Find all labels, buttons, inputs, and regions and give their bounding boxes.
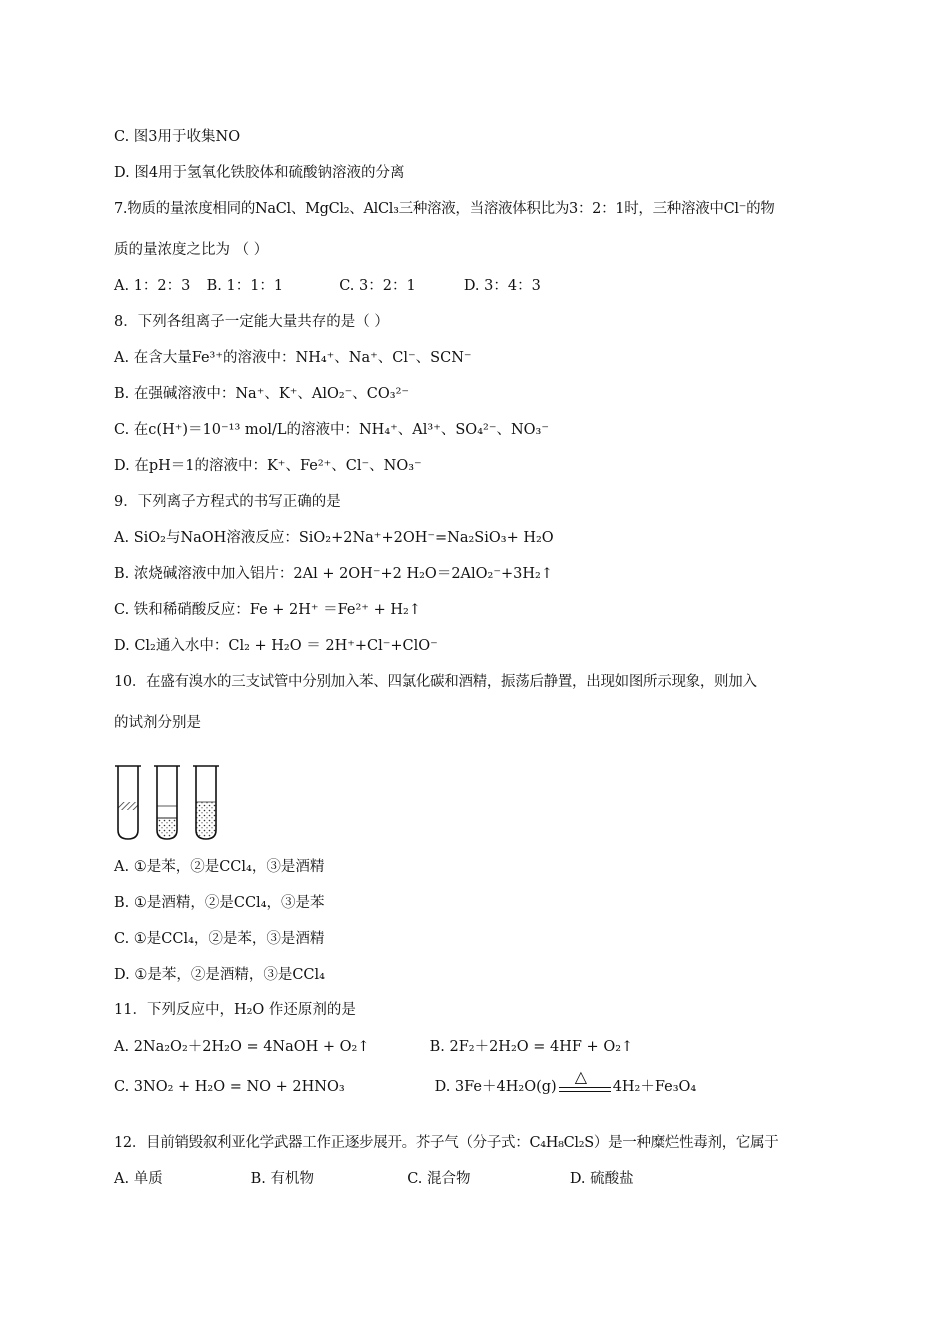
- q10-stem-line2: 的试剂分别是: [114, 715, 201, 731]
- q12-option-a: A. 单质: [114, 1171, 163, 1187]
- q7-stem-line2: 质的量浓度之比为 （ ）: [114, 242, 269, 258]
- q9-option-c: C. 铁和稀硝酸反应：Fe + 2H⁺ ＝Fe²⁺ + H₂↑: [114, 602, 421, 618]
- q12-stem: 12．目前销毁叙利亚化学武器工作正逐步展开。芥子气（分子式：C₄H₈Cl₂S）是一种糜烂性毒剂，它属于: [114, 1135, 779, 1151]
- q10-option-d: D. ①是苯，②是酒精，③是CCl₄: [114, 967, 325, 983]
- q10-option-c: C. ①是CCl₄，②是苯，③是酒精: [114, 931, 325, 947]
- q8-option-d: D. 在pH＝1的溶液中：K⁺、Fe²⁺、Cl⁻、NO₃⁻: [114, 458, 422, 474]
- q7-stem-line1: 7.物质的量浓度相同的NaCl、MgCl₂、AlCl₃三种溶液，当溶液体积比为3：2：1时，三种溶液中Cl⁻的物: [114, 201, 775, 217]
- q9-option-b: B. 浓烧碱溶液中加入铝片：2Al + 2OH⁻+2 H₂O＝2AlO₂⁻+3H₂↑: [114, 566, 553, 582]
- q11-option-a: A. 2Na₂O₂＋2H₂O = 4NaOH + O₂↑: [114, 1039, 370, 1055]
- q12-option-d: D. 硫酸盐: [569, 1171, 634, 1187]
- q11-option-d-products: 4H₂＋Fe₃O₄: [612, 1079, 697, 1095]
- q9-option-a: A. SiO₂与NaOH溶液反应：SiO₂+2Na⁺+2OH⁻=Na₂SiO₃+ H₂O: [114, 530, 554, 546]
- q8-option-b: B. 在强碱溶液中：Na⁺、K⁺、AlO₂⁻、CO₃²⁻: [114, 386, 410, 402]
- heat-condition-arrow: [557, 1067, 613, 1097]
- q9-option-d: D. Cl₂通入水中：Cl₂ + H₂O ＝ 2H⁺+Cl⁻+ClO⁻: [114, 638, 438, 654]
- q6-option-c: C. 图3用于收集NO: [114, 129, 241, 145]
- q11-options-row1: [114, 1037, 633, 1057]
- test-tubes-figure: [108, 744, 228, 844]
- q12-options: [114, 1169, 634, 1189]
- q7-options: [114, 276, 541, 296]
- q8-option-c: C. 在c(H⁺)＝10⁻¹³ mol/L的溶液中：NH₄⁺、Al³⁺、SO₄²⁻、NO₃⁻: [114, 422, 550, 438]
- q11-stem: 11．下列反应中，H₂O 作还原剂的是: [114, 1002, 356, 1018]
- q7-option-b: B. 1：1：1: [206, 278, 284, 294]
- q11-option-d: [434, 1067, 697, 1097]
- q10-option-a: A. ①是苯，②是CCl₄，③是酒精: [114, 859, 325, 875]
- q7-option-c: C. 3：2：1: [339, 278, 416, 294]
- q10-option-b: B. ①是酒精，②是CCl₄，③是苯: [114, 895, 325, 911]
- q12-option-b: B. 有机物: [250, 1171, 314, 1187]
- q10-stem-line1: 10．在盛有溴水的三支试管中分别加入苯、四氯化碳和酒精，振荡后静置，出现如图所示现象，则加入: [114, 674, 757, 690]
- q7-option-a: A. 1：2：3: [114, 278, 191, 294]
- q11-options-row2: [114, 1067, 697, 1097]
- heat-triangle-icon: △: [574, 1067, 587, 1086]
- q6-option-d: D. 图4用于氢氧化铁胶体和硫酸钠溶液的分离: [114, 165, 405, 181]
- q11-option-b: B. 2F₂＋2H₂O = 4HF + O₂↑: [429, 1039, 634, 1055]
- q11-option-c: C. 3NO₂ + H₂O = NO + 2HNO₃: [114, 1079, 345, 1095]
- q7-option-d: D. 3：4：3: [463, 278, 541, 294]
- q9-stem: 9．下列离子方程式的书写正确的是: [114, 494, 341, 510]
- test-tube-2: [154, 766, 180, 839]
- test-tube-3: [193, 766, 219, 839]
- q11-option-d-reactants: D. 3Fe＋4H₂O(g): [434, 1079, 557, 1095]
- test-tube-1: [115, 766, 141, 839]
- q8-stem: 8．下列各组离子一定能大量共存的是（ ）: [114, 314, 389, 330]
- q8-option-a: A. 在含大量Fe³⁺的溶液中：NH₄⁺、Na⁺、Cl⁻、SCN⁻: [114, 350, 472, 366]
- q12-option-c: C. 混合物: [407, 1171, 471, 1187]
